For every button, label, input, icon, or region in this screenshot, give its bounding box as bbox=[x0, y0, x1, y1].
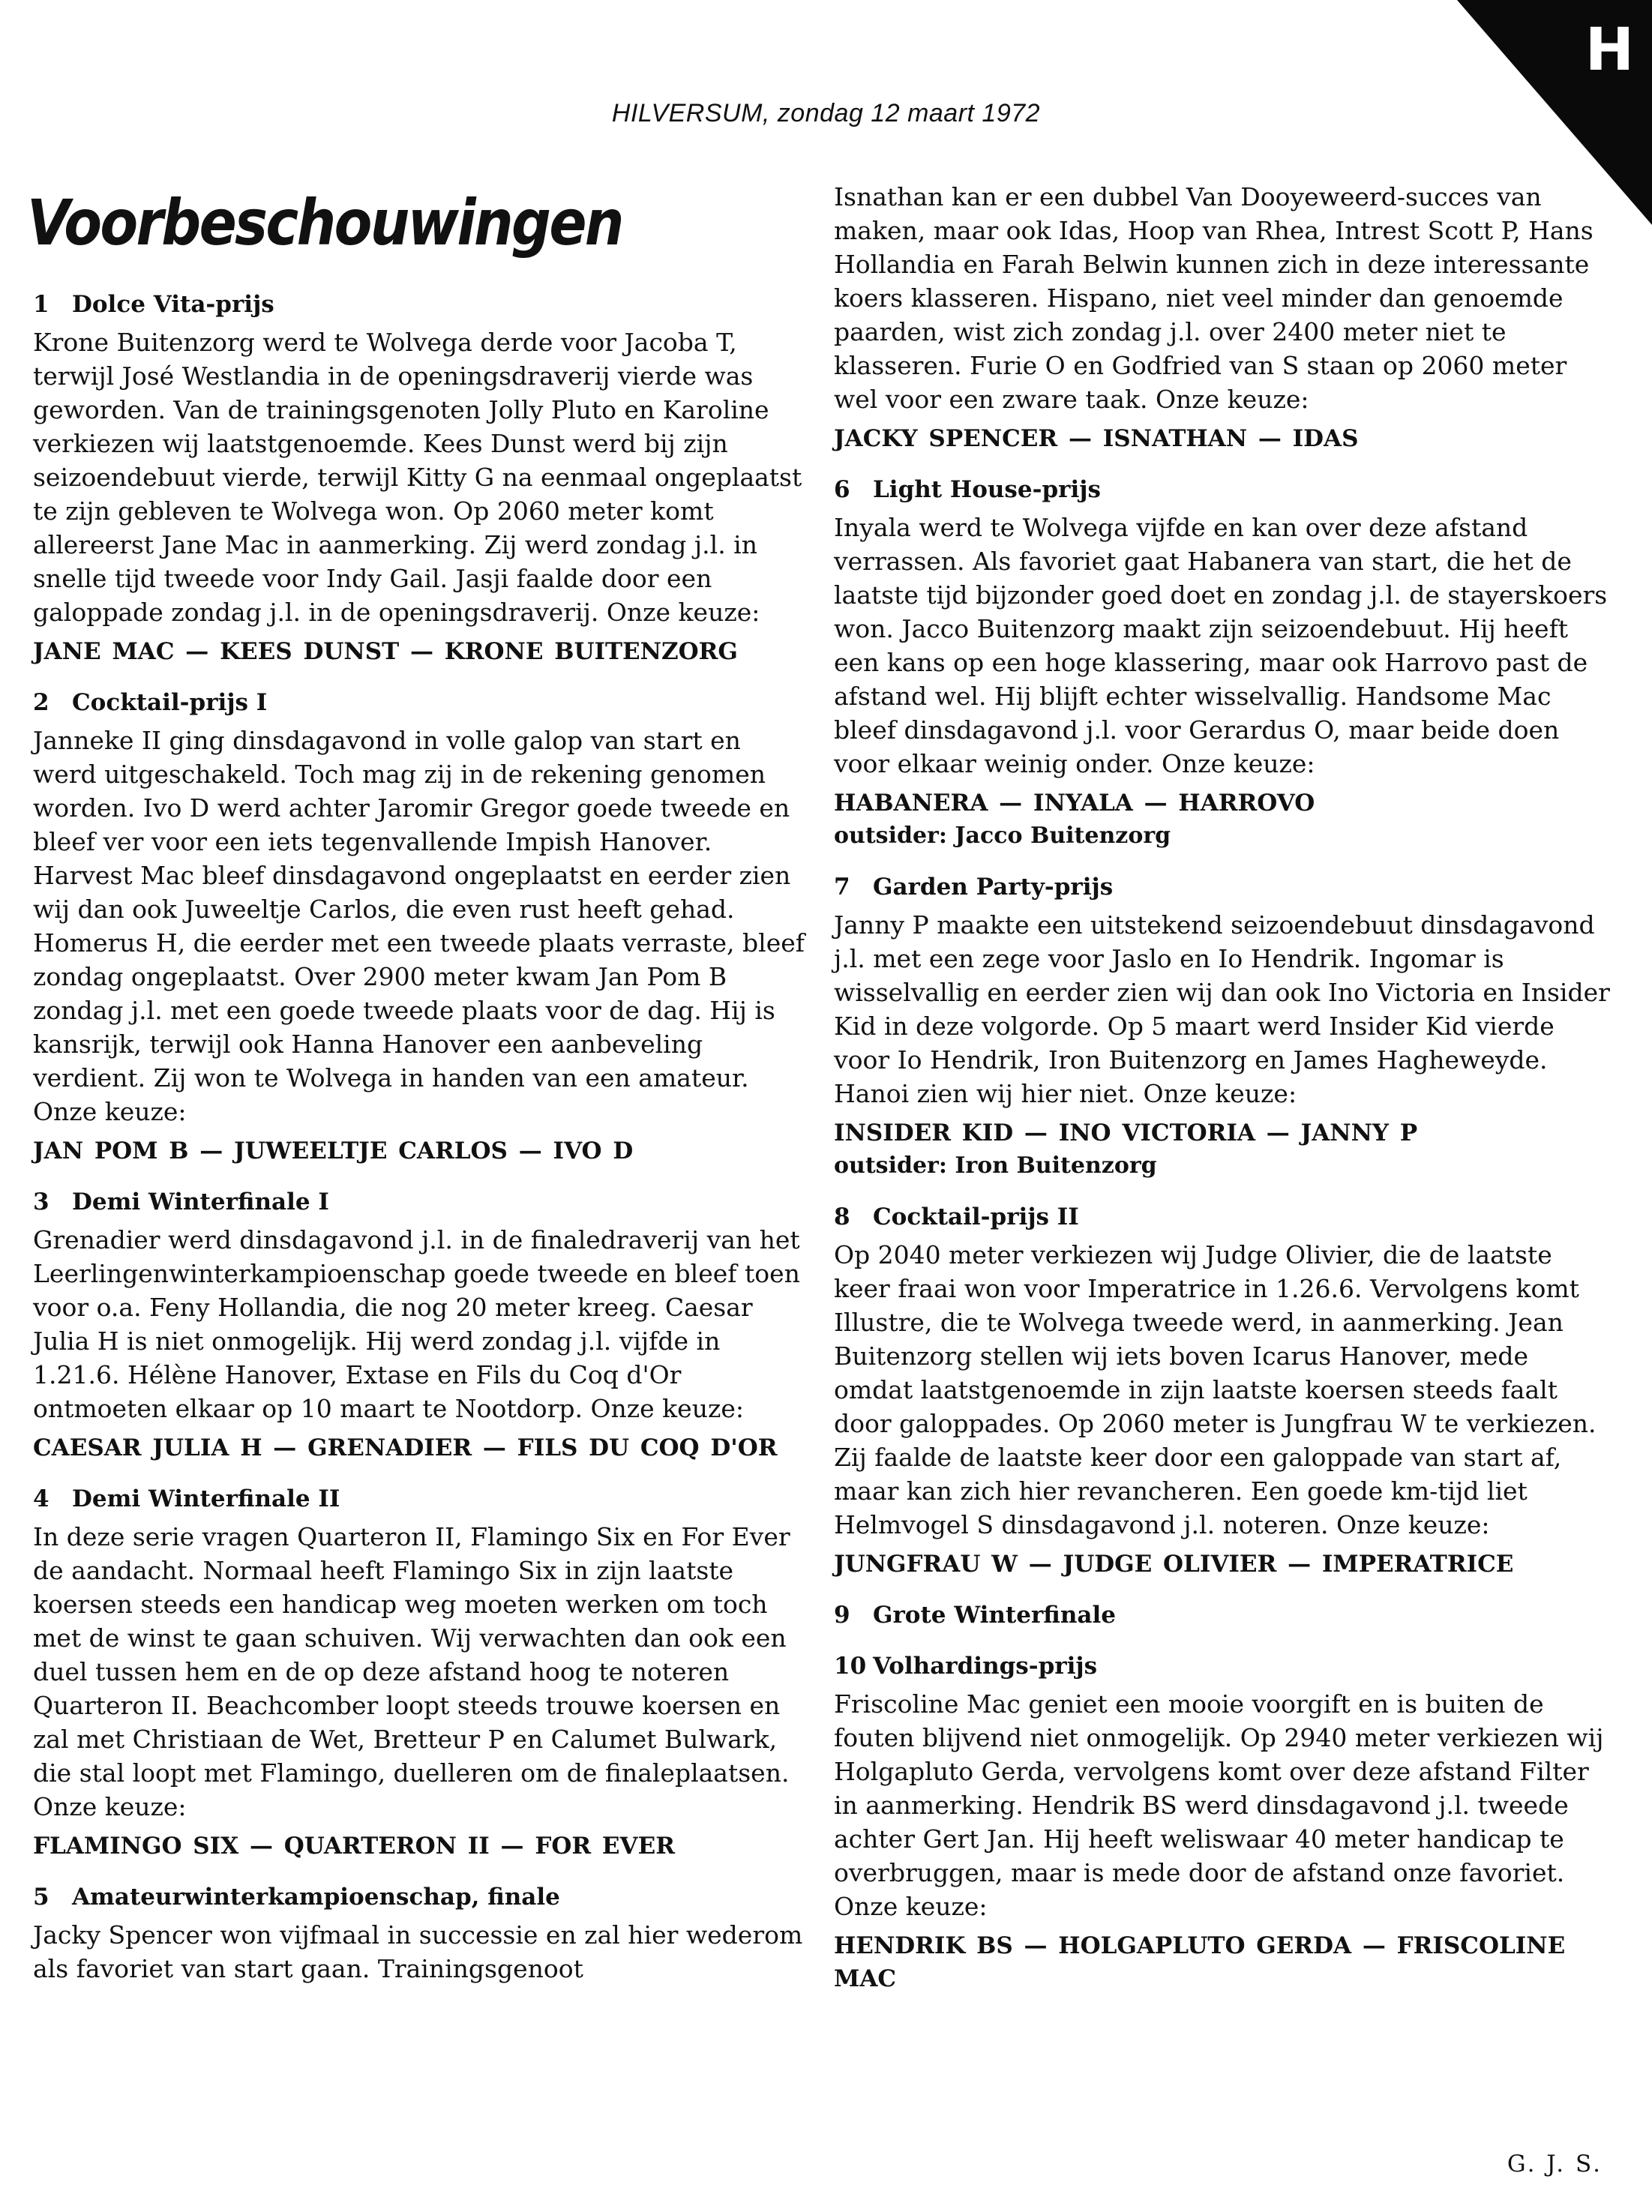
race-preview-text: In deze serie vragen Quarteron II, Flamingo Six en For Ever de aandacht. Normaal heeft Flamingo Six in zijn laatste koersen steeds een handicap weg moeten werken om toch met de winst te gaan schuiven. Wij verwachten dan ook een duel tussen hem en de op deze afstand hoog te noteren Quarteron II. Beachcomber loopt steeds trouwe koersen en zal met Christiaan de Wet, Bretteur P en Calumet Bulwark, die stal loopt met Flamingo, duelleren om de finaleplaatsen. Onze keuze: bbox=[33, 1522, 790, 1821]
race-pick: FLAMINGO SIX — QUARTERON II — FOR EVER bbox=[33, 1833, 675, 1860]
race-name: Light House-prijs bbox=[873, 476, 1101, 503]
race-number: 6 bbox=[834, 476, 850, 503]
race-preview-text: Krone Buitenzorg werd te Wolvega derde voor Jacoba T, terwijl José Westlandia in de openingsdraverij vierde was geworden. Van de trainingsgenoten Jolly Pluto en Karoline verkiezen wij laatstgenoemde. Kees Dunst werd bij zijn seizoendebuut vierde, terwijl Kitty G na eenmaal ongeplaatst te zijn gebleven te Wolvega won. Op 2060 meter komt allereerst Jane Mac in aanmerking. Zij werd zondag j.l. in snelle tijd tweede voor Indy Gail. Jasji faalde door een galoppade zondag j.l. in de openingsdraverij. Onze keuze: bbox=[33, 328, 802, 627]
race-heading bbox=[834, 473, 1614, 506]
race-name: Garden Party-prijs bbox=[873, 874, 1114, 901]
race-section-10 bbox=[834, 1650, 1614, 1995]
race-name: Grote Winterfinale bbox=[873, 1602, 1116, 1629]
race-heading bbox=[33, 686, 805, 719]
race-pick: JANE MAC — KEES DUNST — KRONE BUITENZORG bbox=[33, 638, 738, 665]
race-pick: JACKY SPENCER — ISNATHAN — IDAS bbox=[834, 425, 1359, 452]
race-number: 8 bbox=[834, 1203, 850, 1230]
race-name: Demi Winterfinale II bbox=[72, 1485, 340, 1512]
race-number: 3 bbox=[33, 1188, 49, 1215]
race-section-4 bbox=[33, 1482, 805, 1863]
race-heading bbox=[33, 288, 805, 321]
race-section-9 bbox=[834, 1599, 1614, 1632]
right-column bbox=[834, 180, 1614, 2013]
race-name: Cocktail-prijs I bbox=[72, 689, 268, 716]
race-section-6 bbox=[834, 473, 1614, 853]
race-pick: HENDRIK BS — HOLGAPLUTO GERDA — FRISCOLINE MAC bbox=[834, 1932, 1566, 1992]
race-number: 10 bbox=[834, 1653, 867, 1680]
author-signature: G. J. S. bbox=[1507, 2151, 1603, 2178]
race-name: Demi Winterfinale I bbox=[72, 1188, 329, 1215]
race-preview-text: Friscoline Mac geniet een mooie voorgift en is buiten de fouten blijvend niet onmogelijk. Op 2940 meter verkiezen wij Holgapluto Gerda, vervolgens komt over deze afstand Filter in aanmerking. Hendrik BS werd dinsdagavond j.l. tweede achter Gert Jan. Hij heeft weliswaar 40 meter handicap te overbruggen, maar is mede door de afstand onze favoriet. Onze keuze: bbox=[834, 1689, 1604, 1921]
page-title: Voorbeschouwingen bbox=[27, 186, 622, 259]
race-heading bbox=[33, 1482, 805, 1515]
race-section-3 bbox=[33, 1185, 805, 1464]
race-section-1 bbox=[33, 288, 805, 668]
dateline: HILVERSUM, zondag 12 maart 1972 bbox=[611, 99, 1041, 127]
race-outsider: outsider: Jacco Buitenzorg bbox=[834, 823, 1171, 849]
race-heading bbox=[834, 1599, 1614, 1632]
race-preview-text: Op 2040 meter verkiezen wij Judge Olivier, die de laatste keer fraai won voor Imperatrice in 1.26.6. Vervolgens komt Illustre, die te Wolvega tweede werd, in aanmerking. Jean Buitenzorg stellen wij iets boven Icarus Hanover, mede omdat laatstgenoemde in zijn laatste koersen steeds faalt door galoppades. Op 2060 meter is Jungfrau W te verkiezen. Zij faalde de laatste keer door een galoppade van start af, maar kan zich hier revancheren. Een goede km-tijd liet Helmvogel S dinsdagavond j.l. noteren. Onze keuze: bbox=[834, 1240, 1597, 1539]
race-heading bbox=[834, 1200, 1614, 1233]
race-number: 1 bbox=[33, 291, 49, 318]
race-outsider: outsider: Iron Buitenzorg bbox=[834, 1152, 1157, 1179]
race-pick: CAESAR JULIA H — GRENADIER — FILS DU COQ D'OR bbox=[33, 1434, 778, 1461]
race-number: 9 bbox=[834, 1602, 850, 1629]
race-section-2 bbox=[33, 686, 805, 1167]
race-preview-text: Janneke II ging dinsdagavond in volle galop van start en werd uitgeschakeld. Toch mag zij in de rekening genomen worden. Ivo D werd achter Jaromir Gregor goede tweede en bleef ver voor een iets tegenvallende Impish Hanover. Harvest Mac bleef dinsdagavond ongeplaatst en eerder zien wij dan ook Juweeltje Carlos, die even rust heeft gehad. Homerus H, die eerder met een tweede plaats verraste, bleef zondag ongeplaatst. Over 2900 meter kwam Jan Pom B zondag j.l. met een goede tweede plaats voor de dag. Hij is kansrijk, terwijl ook Hanna Hanover een aanbeveling verdient. Zij won te Wolvega in handen van een amateur. Onze keuze: bbox=[33, 726, 805, 1126]
race-preview-text: Inyala werd te Wolvega vijfde en kan over deze afstand verrassen. Als favoriet gaat Habanera van start, die het de laatste tijd bijzonder goed doet en zondag j.l. de stayerskoers won. Jacco Buitenzorg maakt zijn seizoendebuut. Hij heeft een kans op een hoge klassering, maar ook Harrovo past de afstand wel. Hij blijft echter wisselvallig. Handsome Mac bleef dinsdagavond j.l. voor Gerardus O, maar beide doen voor elkaar weinig onder. Onze keuze: bbox=[834, 513, 1608, 778]
race-section-5-continued bbox=[834, 180, 1614, 455]
race-name: Amateurwinterkampioenschap, finale bbox=[72, 1884, 560, 1911]
race-pick: INSIDER KID — INO VICTORIA — JANNY P bbox=[834, 1119, 1418, 1146]
left-column bbox=[33, 288, 805, 2004]
race-section-7 bbox=[834, 871, 1614, 1182]
race-heading bbox=[33, 1185, 805, 1218]
race-number: 7 bbox=[834, 874, 850, 901]
race-section-5 bbox=[33, 1881, 805, 1986]
race-name: Dolce Vita-prijs bbox=[72, 291, 274, 318]
race-name: Cocktail-prijs II bbox=[873, 1203, 1079, 1230]
race-number: 4 bbox=[33, 1485, 49, 1512]
race-preview-text: Jacky Spencer won vijfmaal in successie en zal hier wederom als favoriet van start gaan. Trainingsgenoot bbox=[33, 1920, 803, 1983]
race-pick: JAN POM B — JUWEELTJE CARLOS — IVO D bbox=[33, 1137, 634, 1164]
race-preview-text: Isnathan kan er een dubbel Van Dooyeweerd-succes van maken, maar ook Idas, Hoop van Rhea, Intrest Scott P, Hans Hollandia en Farah Belwin kunnen zich in deze interessante koers klasseren. Hispano, niet veel minder dan genoemde paarden, wist zich zondag j.l. over 2400 meter niet te klasseren. Furie O en Godfried van S staan op 2060 meter wel voor een zware taak. Onze keuze: bbox=[834, 182, 1594, 414]
race-number: 5 bbox=[33, 1884, 49, 1911]
race-pick: JUNGFRAU W — JUDGE OLIVIER — IMPERATRICE bbox=[834, 1551, 1514, 1578]
section-letter: H bbox=[1585, 16, 1634, 84]
race-section-8 bbox=[834, 1200, 1614, 1581]
race-heading bbox=[33, 1881, 805, 1914]
race-preview-text: Janny P maakte een uitstekend seizoendebuut dinsdagavond j.l. met een zege voor Jaslo en Io Hendrik. Ingomar is wisselvallig en eerder zien wij dan ook Ino Victoria en Insider Kid in deze volgorde. Op 5 maart werd Insider Kid vierde voor Io Hendrik, Iron Buitenzorg en James Hagheweyde. Hanoi zien wij hier niet. Onze keuze: bbox=[834, 910, 1610, 1108]
race-number: 2 bbox=[33, 689, 49, 716]
race-preview-text: Grenadier werd dinsdagavond j.l. in de finaledraverij van het Leerlingenwinterkampioenschap goede tweede en bleef toen voor o.a. Feny Hollandia, die nog 20 meter kreeg. Caesar Julia H is niet onmogelijk. Hij werd zondag j.l. vijfde in 1.21.6. Hélène Hanover, Extase en Fils du Coq d'Or ontmoeten elkaar op 10 maart te Nootdorp. Onze keuze: bbox=[33, 1225, 800, 1423]
race-pick: HABANERA — INYALA — HARROVO bbox=[834, 790, 1315, 817]
race-name: Volhardings-prijs bbox=[873, 1653, 1098, 1680]
race-heading bbox=[834, 871, 1614, 904]
race-heading bbox=[834, 1650, 1614, 1683]
